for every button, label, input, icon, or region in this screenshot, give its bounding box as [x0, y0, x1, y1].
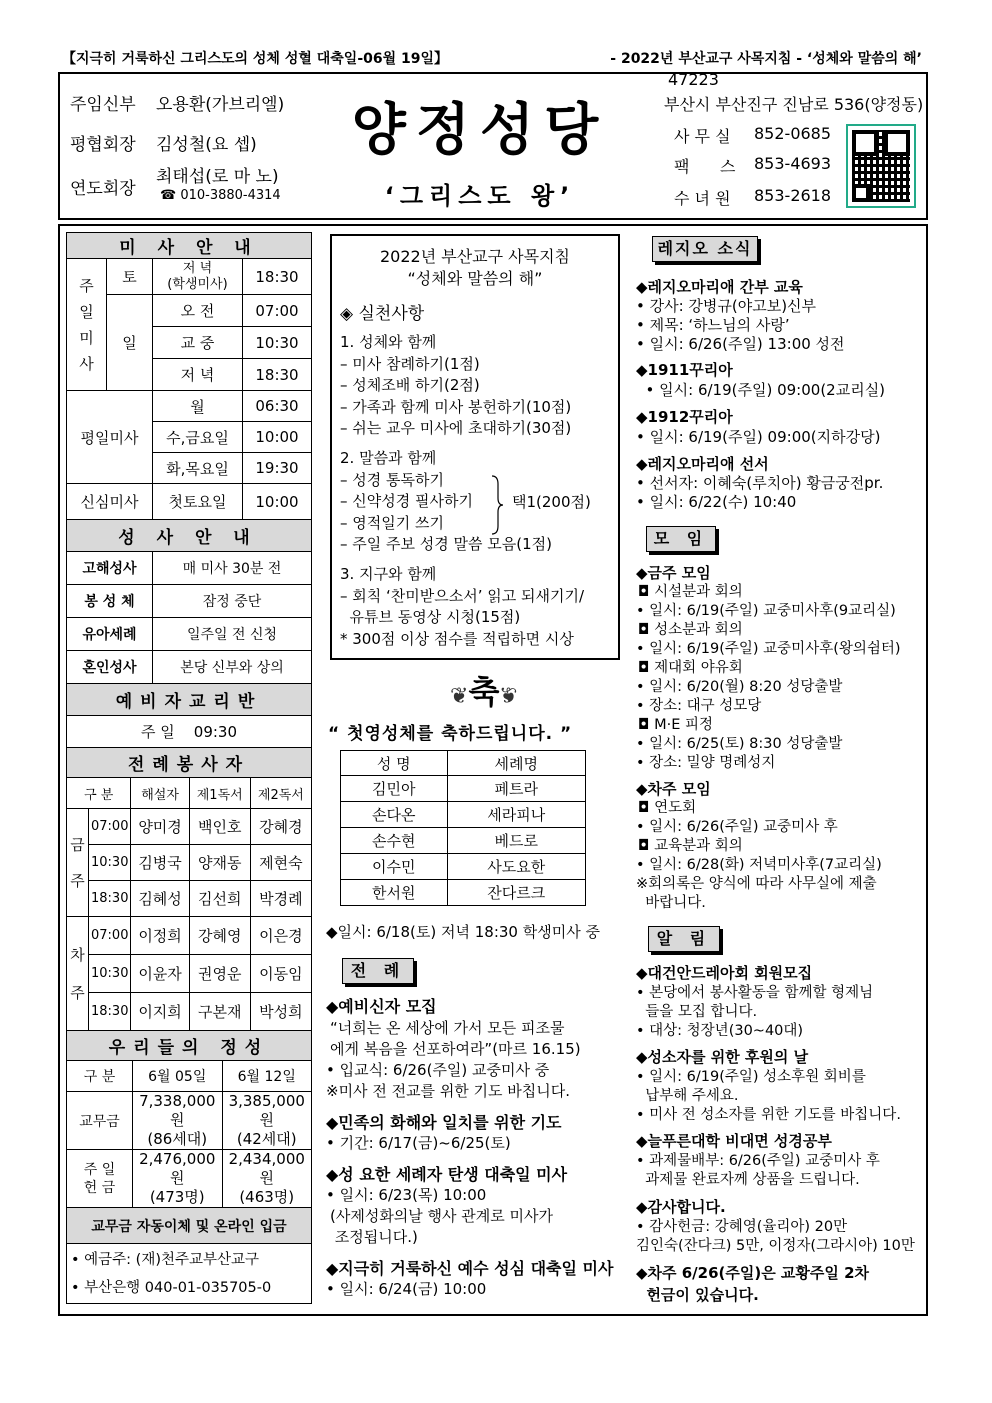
col-header: 구 분	[67, 778, 131, 809]
qr-code	[846, 124, 916, 208]
news-line: • 감사헌금: 강혜영(율리아) 20만	[636, 1219, 848, 1235]
baptismal-name: 베드로	[447, 828, 585, 854]
saturday-label: 토	[107, 259, 153, 295]
offering-count: (42세대)	[236, 1130, 297, 1148]
feast-title: 【지극히 거룩하신 그리스도의 성체 성혈 대축일-06월 19일】	[62, 51, 449, 67]
offering-title: 우리들의 정성	[67, 1031, 312, 1061]
news-line: • 일시: 6/22(수) 10:40	[636, 493, 797, 511]
news-line: • 미사 전 성소자를 위한 기도를 바칩니다.	[636, 1107, 901, 1123]
news-heading: ◆1912꾸리아	[636, 408, 733, 426]
offering-table	[66, 1030, 312, 1304]
news-line: 김인숙(잔다크) 5만, 이정자(그라시아) 10만	[636, 1238, 915, 1254]
council-row: 평협회장 김성철(요 셉)	[70, 135, 257, 155]
news-line: 과제물 완료자께 상품을 드립니다.	[636, 1172, 860, 1188]
convent-phone: 853-2618	[754, 186, 832, 205]
news-line: ◘ M·E 피정	[638, 717, 713, 733]
legio-section-tag: 레지오 소식	[652, 236, 758, 262]
news-line: ※미사 전 전교를 위한 기도 바칩니다.	[326, 1082, 571, 1100]
mass-schedule-table	[66, 232, 312, 520]
offering-amount: 7,338,000원	[139, 1092, 216, 1129]
sacrament-info: 매 미사 30분 전	[153, 552, 312, 585]
news-line: • 본당에서 봉사활동을 함께할 형제님	[636, 985, 874, 1001]
guide-title: 2022년 부산교구 사목지침	[380, 247, 570, 266]
news-line: • 선서자: 이혜숙(루치아) 황금궁전pr.	[636, 474, 884, 492]
guide-item: 유튜브 동영상 시청(15점)	[340, 608, 521, 626]
mass-time: 18:30	[243, 259, 312, 295]
baptismal-name: 페트라	[447, 776, 585, 802]
mass-time: 07:00	[243, 295, 312, 327]
mass-time: 07:00	[89, 809, 131, 845]
reader-1: 구본재	[189, 993, 250, 1031]
offering-type: 교무금	[67, 1092, 133, 1150]
convent-label: 수 녀 원	[674, 189, 731, 208]
office-phone: 852-0685	[754, 124, 832, 143]
youth-name: 최태섭(로 마 노)	[156, 167, 279, 187]
communicant-name: 이수민	[341, 854, 448, 880]
news-heading: ◆감사합니다.	[636, 1198, 726, 1216]
next-week-label: 차 주	[67, 917, 89, 1031]
news-line: • 장소: 대구 성모당	[636, 698, 762, 714]
news-line: • 제목: ‘하느님의 사랑’	[636, 316, 790, 334]
weekday-mass-label: 평일미사	[67, 391, 153, 484]
auto-transfer-title: 교무금 자동이체 및 온라인 입금	[67, 1208, 312, 1244]
offering-count: (473명)	[149, 1188, 205, 1206]
commentator: 양미경	[131, 809, 189, 845]
mass-time: 07:00	[89, 917, 131, 955]
news-line: • 장소: 밀양 명례성지	[636, 755, 776, 771]
mass-name: 오 전	[153, 295, 243, 327]
commentator: 이지희	[131, 993, 189, 1031]
news-line: ◘ 성소분과 회의	[638, 622, 743, 638]
news-line: 조정됩니다.)	[330, 1228, 418, 1246]
col-header: 구 분	[67, 1061, 133, 1092]
mass-time: 10:30	[89, 845, 131, 881]
baptismal-name: 사도요한	[447, 854, 585, 880]
guide-section: 1. 성체와 함께	[340, 333, 437, 351]
sunday-label: 일	[107, 295, 153, 391]
youth-phone: ☎ 010-3880-4314	[160, 188, 281, 203]
sacrament-name: 혼인성사	[67, 651, 153, 684]
guide-item: – 신약성경 필사하기	[340, 492, 473, 510]
col-header: 제2독서	[250, 778, 311, 809]
fax-label: 팩 스	[674, 157, 736, 176]
news-line: ◘ 연도회	[638, 800, 697, 816]
commentator: 김병국	[131, 845, 189, 881]
sacrament-info: 잠정 중단	[153, 585, 312, 618]
catechumen-title: 예비자교리반	[67, 684, 312, 716]
col-header: 세례명	[447, 751, 585, 776]
pastor-name: 오용환(가브리엘)	[156, 95, 285, 115]
office-label: 사 무 실	[674, 127, 731, 146]
news-line: • 일시: 6/28(화) 저녁미사후(7교리실)	[636, 857, 882, 873]
mass-time: 10:30	[89, 955, 131, 993]
pastoral-guide-box	[330, 234, 620, 660]
guide-note: * 300점 이상 점수를 적립하면 시상	[340, 630, 574, 648]
news-line: • 일시: 6/19(주일) 교중미사후(왕의쉼터)	[636, 641, 901, 657]
parish-patron: ‘그리스도 왕’	[384, 182, 576, 210]
news-line: 바랍니다.	[636, 895, 706, 911]
baptismal-name: 잔다르크	[447, 880, 585, 906]
news-line: • 강사: 강병규(야고보)신부	[636, 297, 817, 315]
news-line: ◘ 제대회 야유회	[638, 660, 743, 676]
news-heading: ◆성소자를 위한 후원의 날	[636, 1048, 809, 1066]
sacrament-name: 유아세례	[67, 618, 153, 651]
liturgy-servers-table	[66, 747, 312, 1031]
guide-item: – 성경 통독하기	[340, 471, 444, 489]
bank-account: • 부산은행 040-01-035705-0	[71, 1279, 272, 1296]
brace-icon	[490, 474, 504, 536]
reader-2: 박경례	[250, 881, 311, 917]
mass-time: 18:30	[243, 359, 312, 391]
sacrament-info: 일주일 전 신청	[153, 618, 312, 651]
news-line: • 일시: 6/19(주일) 성소후원 회비를	[636, 1069, 866, 1085]
reader-2: 이동임	[250, 955, 311, 993]
zip-code: 47223	[668, 70, 719, 89]
news-heading: ◆성 요한 세례자 탄생 대축일 미사	[326, 1165, 568, 1184]
first-communion-table	[340, 750, 586, 906]
reader-2: 박성희	[250, 993, 311, 1031]
first-communion-congrats: “ 첫영성체를 축하드립니다. ”	[328, 724, 573, 744]
guide-item: – 주일 주보 성경 말씀 모음(1점)	[340, 535, 552, 553]
news-heading: ◆차주 모임	[636, 780, 711, 798]
sacrament-name: 고해성사	[67, 552, 153, 585]
mass-time: 10:00	[243, 422, 312, 453]
mass-time: 18:30	[89, 881, 131, 917]
communicant-name: 손다온	[341, 802, 448, 828]
col-header: 6월 12일	[222, 1061, 312, 1092]
communicant-name: 손수현	[341, 828, 448, 854]
address: 부산시 부산진구 진남로 536(양정동)	[664, 95, 924, 114]
news-line: • 일시: 6/26(주일) 교중미사 후	[636, 819, 838, 835]
liturgy-section-tag: 전 례	[342, 958, 414, 984]
news-line: • 일시: 6/25(토) 8:30 성당출발	[636, 736, 843, 752]
devotion-mass-label: 신심미사	[67, 484, 153, 520]
notice-section-tag: 알 림	[648, 926, 720, 952]
news-line: • 일시: 6/19(주일) 09:00(지하강당)	[636, 428, 881, 446]
mass-name: 교 중	[153, 327, 243, 359]
mass-time: 06:30	[243, 391, 312, 422]
meeting-section-tag: 모 임	[646, 526, 716, 552]
news-line: (사제성화의날 행사 관계로 미사가	[330, 1207, 554, 1225]
commentator: 이윤자	[131, 955, 189, 993]
wreath-icon: ❦축❦	[450, 673, 518, 711]
news-line: ◘ 시설분과 회의	[638, 584, 743, 600]
mass-name: 화,목요일	[153, 453, 243, 484]
guide-item: – 성체조배 하기(2점)	[340, 376, 480, 394]
pastoral-motto: - 2022년 부산교구 사목지침 - ‘성체와 말씀의 해’	[610, 51, 922, 67]
news-line: • 일시: 6/23(목) 10:00	[326, 1186, 487, 1204]
this-week-label: 금 주	[67, 809, 89, 917]
news-heading: ◆대건안드레아회 회원모집	[636, 964, 813, 982]
communicant-name: 한서원	[341, 880, 448, 906]
reader-1: 김선희	[189, 881, 250, 917]
mass-time: 10:30	[243, 327, 312, 359]
mass-name: 월	[153, 391, 243, 422]
sacrament-name: 봉 성 체	[67, 585, 153, 618]
guide-section: 3. 지구와 함께	[340, 565, 437, 583]
catechumen-table	[66, 683, 312, 748]
choose-one-note: 택1(200점)	[512, 493, 591, 511]
reader-1: 권영운	[189, 955, 250, 993]
pastor-row: 주임신부 오용환(가브리엘)	[70, 95, 285, 115]
guide-item: – 영적일기 쓰기	[340, 514, 444, 532]
news-heading: 헌금이 있습니다.	[636, 1286, 759, 1304]
communicant-name: 김민아	[341, 776, 448, 802]
reader-2: 이은경	[250, 917, 311, 955]
col-header: 성 명	[341, 751, 448, 776]
offering-amount: 2,434,000원	[228, 1150, 305, 1187]
guide-subtitle: “성체와 말씀의 해”	[407, 269, 543, 288]
mass-name: 첫토요일	[153, 484, 243, 520]
practice-heading: ◈ 실천사항	[340, 304, 425, 324]
reader-2: 제현숙	[250, 845, 311, 881]
mass-name: 저 녁 (학생미사)	[153, 259, 243, 295]
sacrament-table	[66, 519, 312, 684]
news-heading: ◆금주 모임	[636, 564, 711, 582]
fax-number: 853-4693	[754, 154, 832, 173]
guide-item: – 회칙 ‘찬미받으소서’ 읽고 되새기기/	[340, 587, 585, 605]
offering-amount: 2,476,000원	[139, 1150, 216, 1187]
offering-type: 주 일 헌 금	[67, 1150, 133, 1208]
news-line: • 입교식: 6/26(주일) 교중미사 중	[326, 1061, 550, 1079]
reader-1: 강혜영	[189, 917, 250, 955]
youth-row: 연도회장	[70, 179, 136, 199]
parish-name: 양정성당	[351, 97, 609, 163]
bulletin-body	[58, 224, 928, 1316]
bulletin-header	[58, 72, 928, 220]
news-line: ◘ 교육분과 회의	[638, 838, 743, 854]
news-heading: ◆지극히 거룩하신 예수 성심 대축일 미사	[326, 1259, 614, 1278]
news-heading: ◆늘푸른대학 비대면 성경공부	[636, 1132, 832, 1150]
left-column	[66, 232, 312, 1304]
commentator: 김혜성	[131, 881, 189, 917]
news-heading: ◆레지오마리애 간부 교육	[636, 278, 803, 296]
mass-time: 19:30	[243, 453, 312, 484]
news-heading: ◆차주 6/26(주일)은 교황주일 2차	[636, 1264, 870, 1282]
mass-time: 18:30	[89, 993, 131, 1031]
first-communion-date: ◆일시: 6/18(토) 저녁 18:30 학생미사 중	[326, 923, 600, 941]
reader-2: 강혜경	[250, 809, 311, 845]
news-line: ※회의록은 양식에 따라 사무실에 제출	[636, 876, 877, 892]
news-heading: ◆민족의 화해와 일치를 위한 기도	[326, 1113, 562, 1132]
news-line: • 일시: 6/19(주일) 교중미사후(9교리실)	[636, 603, 896, 619]
news-line: 에게 복음을 선포하여라”(마르 16.15)	[330, 1040, 581, 1058]
baptismal-name: 세라피나	[447, 802, 585, 828]
reader-1: 양재동	[189, 845, 250, 881]
guide-item: – 쉬는 교우 미사에 초대하기(30점)	[340, 419, 572, 437]
news-heading: ◆레지오마리애 선서	[636, 455, 769, 473]
mass-schedule-title: 미 사 안 내	[67, 233, 312, 259]
news-line: • 기간: 6/17(금)~6/25(토)	[326, 1134, 511, 1152]
news-line: • 일시: 6/19(주일) 09:00(2교리실)	[636, 381, 886, 399]
guide-section: 2. 말씀과 함께	[340, 449, 437, 467]
offering-amount: 3,385,000원	[228, 1092, 305, 1129]
col-header: 6월 05일	[133, 1061, 223, 1092]
col-header: 해설자	[131, 778, 189, 809]
news-line: • 일시: 6/26(주일) 13:00 성전	[636, 335, 845, 353]
reader-1: 백인호	[189, 809, 250, 845]
news-line: • 일시: 6/20(월) 8:20 성당출발	[636, 679, 843, 695]
top-bar	[58, 48, 928, 70]
commentator: 이정희	[131, 917, 189, 955]
news-heading: ◆1911꾸리아	[636, 361, 733, 379]
news-line: “너희는 온 세상에 가서 모든 피조물	[330, 1019, 565, 1037]
catechumen-time: 주 일 09:30	[67, 716, 312, 748]
council-chair: 김성철(요 셉)	[156, 135, 257, 155]
news-line: 납부해 주세요.	[636, 1088, 739, 1104]
mass-name: 수,금요일	[153, 422, 243, 453]
sacrament-title: 성 사 안 내	[67, 520, 312, 552]
account-holder: • 예금주: (재)천주교부산교구	[71, 1251, 260, 1268]
offering-count: (86세대)	[147, 1130, 208, 1148]
mass-time: 10:00	[243, 484, 312, 520]
news-line: 들을 모집 합니다.	[636, 1004, 758, 1020]
liturgy-servers-title: 전례봉사자	[67, 748, 312, 778]
sacrament-info: 본당 신부와 상의	[153, 651, 312, 684]
guide-item: – 가족과 함께 미사 봉헌하기(10점)	[340, 398, 572, 416]
news-line: • 일시: 6/24(금) 10:00	[326, 1280, 487, 1298]
news-line: • 대상: 청장년(30~40대)	[636, 1023, 804, 1039]
mass-name: 저 녁	[153, 359, 243, 391]
col-header: 제1독서	[189, 778, 250, 809]
news-line: • 과제물배부: 6/26(주일) 교중미사 후	[636, 1153, 880, 1169]
sunday-mass-label: 주 일 미 사	[67, 259, 107, 391]
offering-count: (463명)	[239, 1188, 295, 1206]
news-heading: ◆예비신자 모집	[326, 997, 437, 1016]
guide-item: – 미사 참례하기(1점)	[340, 355, 480, 373]
